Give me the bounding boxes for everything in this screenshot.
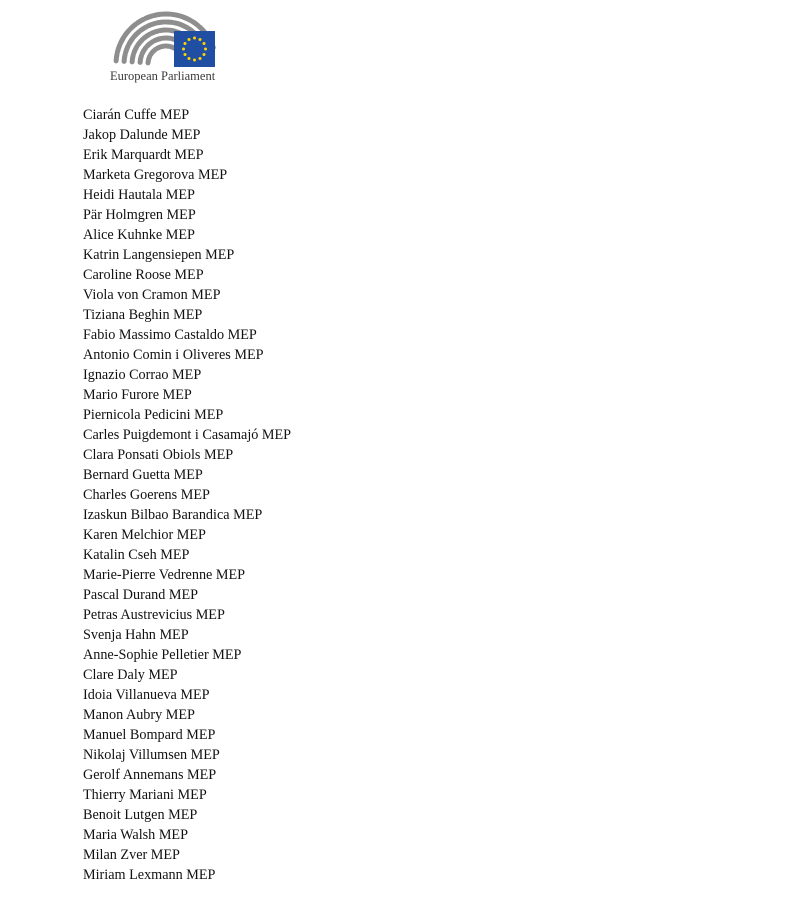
recipient-list — [83, 105, 291, 885]
star-icon — [182, 48, 185, 51]
recipient-name: Manuel Bompard MEP — [83, 727, 216, 743]
recipient-name: Bernard Guetta MEP — [83, 467, 203, 483]
recipient-name: Pär Holmgren MEP — [83, 207, 196, 223]
star-icon — [188, 38, 191, 41]
recipient-name: Izaskun Bilbao Barandica MEP — [83, 507, 263, 523]
recipient-name: Ignazio Corrao MEP — [83, 367, 202, 383]
recipient-name: Milan Zver MEP — [83, 847, 180, 863]
european-parliament-logo — [108, 6, 224, 84]
recipient-name: Fabio Massimo Castaldo MEP — [83, 327, 257, 343]
star-icon — [193, 37, 196, 40]
recipient-name: Tiziana Beghin MEP — [83, 307, 203, 323]
recipient-name: Charles Goerens MEP — [83, 487, 210, 503]
recipient-name: Pascal Durand MEP — [83, 587, 199, 603]
recipient-name: Clare Daly MEP — [83, 667, 178, 683]
recipient-name: Jakop Dalunde MEP — [83, 127, 201, 143]
recipient-name: Manon Aubry MEP — [83, 707, 195, 723]
logo-text: European Parliament — [110, 69, 216, 83]
star-icon — [203, 53, 206, 56]
star-icon — [199, 38, 202, 41]
recipient-name: Karen Melchior MEP — [83, 527, 206, 543]
recipient-name: Mario Furore MEP — [83, 387, 192, 403]
recipient-name: Marketa Gregorova MEP — [83, 167, 228, 183]
recipient-name: Gerolf Annemans MEP — [83, 767, 217, 783]
hemicycle-arc — [148, 46, 173, 63]
hemicycle-flag-icon — [108, 6, 224, 70]
recipient-name: Carles Puigdemont i Casamajó MEP — [83, 427, 292, 443]
recipient-name: Petras Austrevicius MEP — [83, 607, 225, 623]
recipient-name: Nikolaj Villumsen MEP — [83, 747, 220, 763]
star-icon — [204, 48, 207, 51]
recipient-name: Svenja Hahn MEP — [83, 627, 189, 643]
recipient-name: Ciarán Cuffe MEP — [83, 107, 190, 123]
recipient-name: Alice Kuhnke MEP — [83, 227, 195, 243]
eu-flag — [174, 31, 215, 67]
star-icon — [199, 57, 202, 60]
recipient-name: Marie-Pierre Vedrenne MEP — [83, 567, 246, 583]
star-icon — [188, 57, 191, 60]
recipient-name: Miriam Lexmann MEP — [83, 867, 216, 883]
star-icon — [193, 59, 196, 62]
recipient-name: Benoit Lutgen MEP — [83, 807, 198, 823]
star-icon — [184, 42, 187, 45]
recipient-name: Anne-Sophie Pelletier MEP — [83, 647, 242, 663]
recipient-name: Katrin Langensiepen MEP — [83, 247, 235, 263]
recipient-name: Katalin Cseh MEP — [83, 547, 190, 563]
recipient-name: Piernicola Pedicini MEP — [83, 407, 224, 423]
recipient-name: Maria Walsh MEP — [83, 827, 188, 843]
star-icon — [203, 42, 206, 45]
recipient-name: Idoia Villanueva MEP — [83, 687, 210, 703]
recipient-name: Viola von Cramon MEP — [83, 287, 221, 303]
recipient-name: Thierry Mariani MEP — [83, 787, 207, 803]
recipient-name: Heidi Hautala MEP — [83, 187, 195, 203]
star-icon — [184, 53, 187, 56]
recipient-name: Antonio Comin i Oliveres MEP — [83, 347, 264, 363]
recipient-name: Caroline Roose MEP — [83, 267, 204, 283]
recipient-name: Erik Marquardt MEP — [83, 147, 204, 163]
recipient-name: Clara Ponsati Obiols MEP — [83, 447, 234, 463]
